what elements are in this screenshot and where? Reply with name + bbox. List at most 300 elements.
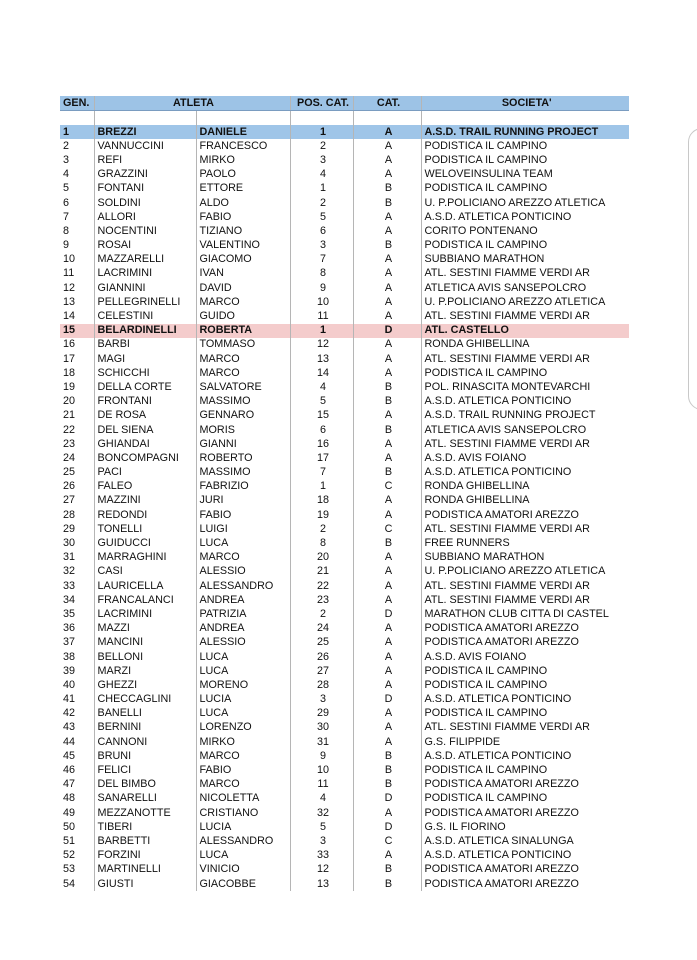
table-row [60, 210, 629, 224]
category-cell: C [353, 522, 421, 536]
table-row [60, 536, 629, 550]
club-cell: PODISTICA IL CAMPINO [421, 139, 629, 153]
pos-cat-cell: 4 [290, 792, 353, 806]
table-row [60, 806, 629, 820]
gen-cell: 19 [63, 380, 76, 393]
name-cell: GENNARO [196, 409, 290, 423]
table-row [60, 281, 629, 295]
table-row [60, 721, 629, 735]
surname-cell: MEZZANOTTE [94, 806, 196, 820]
category-cell: A [353, 636, 421, 650]
pos-cat-cell: 10 [290, 295, 353, 309]
pos-cat-cell: 24 [290, 622, 353, 636]
gen-cell: 46 [63, 764, 76, 777]
club-cell: A.S.D. ATLETICA PONTICINO [421, 849, 629, 863]
category-cell: A [353, 125, 421, 139]
category-cell: A [353, 707, 421, 721]
name-cell: LUCA [196, 536, 290, 550]
surname-cell: FALEO [94, 480, 196, 494]
category-cell: B [353, 863, 421, 877]
surname-cell: GHEZZI [94, 678, 196, 692]
name-cell: DANIELE [196, 125, 290, 139]
club-cell: PODISTICA AMATORI AREZZO [421, 622, 629, 636]
name-cell: GIACOBBE [196, 877, 290, 891]
category-cell: B [353, 423, 421, 437]
pos-cat-cell: 9 [290, 749, 353, 763]
surname-cell: BARBETTI [94, 834, 196, 848]
club-cell: PODISTICA AMATORI AREZZO [421, 636, 629, 650]
club-cell: PODISTICA AMATORI AREZZO [421, 778, 629, 792]
club-cell: ATL. SESTINI FIAMME VERDI AR [421, 721, 629, 735]
surname-cell: MANCINI [94, 636, 196, 650]
table-row [60, 579, 629, 593]
surname-cell: FONTANI [94, 182, 196, 196]
gen-cell: 12 [63, 281, 76, 294]
pos-cat-cell: 3 [290, 834, 353, 848]
category-cell: A [353, 224, 421, 238]
gen-cell: 22 [63, 423, 76, 436]
surname-cell: ROSAI [94, 239, 196, 253]
gen-cell: 44 [63, 735, 76, 748]
club-cell: SUBBIANO MARATHON [421, 551, 629, 565]
header-gen: GEN. [60, 96, 94, 111]
results-table [60, 96, 629, 891]
name-cell: MORENO [196, 678, 290, 692]
table-row [60, 324, 629, 338]
gen-cell: 29 [63, 522, 76, 535]
pos-cat-cell: 10 [290, 763, 353, 777]
surname-cell: GIANNINI [94, 281, 196, 295]
gen-cell: 5 [63, 182, 70, 195]
club-cell: PODISTICA IL CAMPINO [421, 792, 629, 806]
name-cell: JURI [196, 494, 290, 508]
table-row [60, 139, 629, 153]
table-row [60, 792, 629, 806]
surname-cell: PELLEGRINELLI [94, 295, 196, 309]
category-cell: B [353, 182, 421, 196]
gen-cell: 36 [63, 622, 76, 635]
name-cell: MORIS [196, 423, 290, 437]
gen-cell: 1 [60, 125, 94, 139]
surname-cell: DE ROSA [94, 409, 196, 423]
name-cell: MASSIMO [196, 395, 290, 409]
table-row [60, 125, 629, 139]
pos-cat-cell: 20 [290, 551, 353, 565]
table-row [60, 380, 629, 394]
pos-cat-cell: 13 [290, 352, 353, 366]
club-cell: POL. RINASCITA MONTEVARCHI [421, 380, 629, 394]
table-row [60, 551, 629, 565]
name-cell: GUIDO [196, 309, 290, 323]
club-cell: CORITO PONTENANO [421, 224, 629, 238]
name-cell: FABIO [196, 763, 290, 777]
header-row [60, 96, 629, 111]
table-row [60, 622, 629, 636]
club-cell: U. P.POLICIANO AREZZO ATLETICA [421, 196, 629, 210]
club-cell: A.S.D. ATLETICA PONTICINO [421, 749, 629, 763]
club-cell: A.S.D. AVIS FOIANO [421, 451, 629, 465]
category-cell: B [353, 196, 421, 210]
category-cell: C [353, 480, 421, 494]
surname-cell: TIBERI [94, 820, 196, 834]
surname-cell: MARRAGHINI [94, 551, 196, 565]
table-row [60, 295, 629, 309]
surname-cell: BELLONI [94, 650, 196, 664]
surname-cell: FRONTANI [94, 395, 196, 409]
gen-cell: 11 [63, 267, 75, 280]
gen-cell: 26 [63, 480, 76, 493]
table-row [60, 508, 629, 522]
surname-cell: TONELLI [94, 522, 196, 536]
gen-cell: 47 [63, 778, 76, 791]
table-row [60, 849, 629, 863]
surname-cell: MAZZINI [94, 494, 196, 508]
pos-cat-cell: 19 [290, 508, 353, 522]
table-row [60, 763, 629, 777]
name-cell: CRISTIANO [196, 806, 290, 820]
category-cell: A [353, 551, 421, 565]
category-cell: A [353, 309, 421, 323]
table-row [60, 607, 629, 621]
category-cell: A [353, 437, 421, 451]
surname-cell: BARBI [94, 338, 196, 352]
pos-cat-cell: 16 [290, 437, 353, 451]
surname-cell: GUIDUCCI [94, 536, 196, 550]
category-cell: A [353, 338, 421, 352]
table-row [60, 168, 629, 182]
category-cell: B [353, 877, 421, 891]
surname-cell: DEL BIMBO [94, 778, 196, 792]
pos-cat-cell: 22 [290, 579, 353, 593]
gen-cell: 34 [63, 593, 76, 606]
pos-cat-cell: 17 [290, 451, 353, 465]
category-cell: B [353, 466, 421, 480]
name-cell: MIRKO [196, 735, 290, 749]
surname-cell: MAZZARELLI [94, 253, 196, 267]
name-cell: PAOLO [196, 168, 290, 182]
club-cell: PODISTICA IL CAMPINO [421, 664, 629, 678]
club-cell: A.S.D. TRAIL RUNNING PROJECT [421, 125, 629, 139]
table-row [60, 224, 629, 238]
gen-cell: 37 [63, 636, 76, 649]
name-cell: TIZIANO [196, 224, 290, 238]
pos-cat-cell: 12 [290, 863, 353, 877]
gen-cell: 24 [63, 451, 76, 464]
surname-cell: FORZINI [94, 849, 196, 863]
surname-cell: MAGI [94, 352, 196, 366]
pos-cat-cell: 2 [290, 196, 353, 210]
club-cell: RONDA GHIBELLINA [421, 494, 629, 508]
surname-cell: BRUNI [94, 749, 196, 763]
name-cell: FABIO [196, 210, 290, 224]
pos-cat-cell: 3 [290, 693, 353, 707]
pos-cat-cell: 30 [290, 721, 353, 735]
gen-cell: 8 [63, 224, 70, 237]
gen-cell: 41 [63, 693, 76, 706]
club-cell: ATL. SESTINI FIAMME VERDI AR [421, 593, 629, 607]
category-cell: A [353, 735, 421, 749]
pos-cat-cell: 7 [290, 466, 353, 480]
name-cell: LUCIA [196, 820, 290, 834]
surname-cell: CASI [94, 565, 196, 579]
club-cell: G.S. FILIPPIDE [421, 735, 629, 749]
pos-cat-cell: 11 [290, 778, 353, 792]
pos-cat-cell: 3 [290, 239, 353, 253]
table-row [60, 253, 629, 267]
category-cell: A [353, 366, 421, 380]
name-cell: LUIGI [196, 522, 290, 536]
table-row [60, 267, 629, 281]
table-row [60, 707, 629, 721]
name-cell: LUCA [196, 707, 290, 721]
surname-cell: LACRIMINI [94, 267, 196, 281]
pos-cat-cell: 4 [290, 168, 353, 182]
gen-cell: 15 [60, 324, 94, 338]
club-cell: A.S.D. ATLETICA PONTICINO [421, 466, 629, 480]
category-cell: A [353, 295, 421, 309]
surname-cell: SCHICCHI [94, 366, 196, 380]
pos-cat-cell: 2 [290, 607, 353, 621]
surname-cell: LAURICELLA [94, 579, 196, 593]
name-cell: MARCO [196, 749, 290, 763]
gen-cell: 33 [63, 579, 76, 592]
name-cell: VALENTINO [196, 239, 290, 253]
name-cell: MARCO [196, 295, 290, 309]
category-cell: B [353, 536, 421, 550]
club-cell: U. P.POLICIANO AREZZO ATLETICA [421, 295, 629, 309]
category-cell: B [353, 380, 421, 394]
surname-cell: PACI [94, 466, 196, 480]
name-cell: FABIO [196, 508, 290, 522]
pos-cat-cell: 32 [290, 806, 353, 820]
table-row [60, 395, 629, 409]
table-row [60, 650, 629, 664]
gen-cell: 31 [63, 551, 76, 564]
club-cell: PODISTICA IL CAMPINO [421, 239, 629, 253]
club-cell: SUBBIANO MARATHON [421, 253, 629, 267]
category-cell: A [353, 664, 421, 678]
surname-cell: DELLA CORTE [94, 380, 196, 394]
pos-cat-cell: 5 [290, 210, 353, 224]
club-cell: PODISTICA AMATORI AREZZO [421, 863, 629, 877]
club-cell: A.S.D. ATLETICA PONTICINO [421, 210, 629, 224]
category-cell: A [353, 253, 421, 267]
category-cell: A [353, 579, 421, 593]
pos-cat-cell: 1 [290, 182, 353, 196]
name-cell: MARCO [196, 551, 290, 565]
table-row [60, 749, 629, 763]
pos-cat-cell: 1 [290, 324, 353, 338]
surname-cell: MARZI [94, 664, 196, 678]
name-cell: MARCO [196, 352, 290, 366]
table-row [60, 196, 629, 210]
gen-cell: 53 [63, 863, 76, 876]
table-row [60, 522, 629, 536]
gen-cell: 51 [63, 834, 76, 847]
pos-cat-cell: 6 [290, 224, 353, 238]
name-cell: GIACOMO [196, 253, 290, 267]
pos-cat-cell: 31 [290, 735, 353, 749]
name-cell: IVAN [196, 267, 290, 281]
club-cell: MARATHON CLUB CITTA DI CASTEL [421, 607, 629, 621]
club-cell: ATL. SESTINI FIAMME VERDI AR [421, 309, 629, 323]
gen-cell: 9 [63, 239, 70, 252]
pos-cat-cell: 18 [290, 494, 353, 508]
club-cell: WELOVEINSULINA TEAM [421, 168, 629, 182]
table-row [60, 309, 629, 323]
club-cell: G.S. IL FIORINO [421, 820, 629, 834]
table-row [60, 409, 629, 423]
club-cell: PODISTICA IL CAMPINO [421, 182, 629, 196]
category-cell: A [353, 409, 421, 423]
pos-cat-cell: 21 [290, 565, 353, 579]
name-cell: MIRKO [196, 153, 290, 167]
pos-cat-cell: 25 [290, 636, 353, 650]
name-cell: TOMMASO [196, 338, 290, 352]
club-cell: RONDA GHIBELLINA [421, 338, 629, 352]
table-row [60, 451, 629, 465]
gen-cell: 25 [63, 466, 76, 479]
club-cell: FREE RUNNERS [421, 536, 629, 550]
name-cell: ETTORE [196, 182, 290, 196]
pos-cat-cell: 7 [290, 253, 353, 267]
club-cell: A.S.D. TRAIL RUNNING PROJECT [421, 409, 629, 423]
gen-cell: 16 [63, 338, 76, 351]
club-cell: ATL. SESTINI FIAMME VERDI AR [421, 579, 629, 593]
gen-cell: 10 [63, 253, 76, 266]
gen-cell: 4 [63, 168, 70, 181]
gen-cell: 28 [63, 508, 76, 521]
gen-cell: 7 [63, 210, 70, 223]
surname-cell: MARTINELLI [94, 863, 196, 877]
table-row [60, 182, 629, 196]
club-cell: ATL. SESTINI FIAMME VERDI AR [421, 437, 629, 451]
surname-cell: NOCENTINI [94, 224, 196, 238]
name-cell: ANDREA [196, 622, 290, 636]
club-cell: ATLETICA AVIS SANSEPOLCRO [421, 423, 629, 437]
surname-cell: GRAZZINI [94, 168, 196, 182]
surname-cell: REDONDI [94, 508, 196, 522]
name-cell: ALESSIO [196, 565, 290, 579]
pos-cat-cell: 8 [290, 536, 353, 550]
category-cell: B [353, 778, 421, 792]
club-cell: ATL. SESTINI FIAMME VERDI AR [421, 522, 629, 536]
surname-cell: GIUSTI [94, 877, 196, 891]
name-cell: ROBERTO [196, 451, 290, 465]
pos-cat-cell: 33 [290, 849, 353, 863]
category-cell: B [353, 763, 421, 777]
category-cell: A [353, 849, 421, 863]
category-cell: A [353, 139, 421, 153]
club-cell: ATL. SESTINI FIAMME VERDI AR [421, 267, 629, 281]
gen-cell: 45 [63, 749, 76, 762]
category-cell: A [353, 494, 421, 508]
category-cell: C [353, 834, 421, 848]
category-cell: A [353, 622, 421, 636]
gen-cell: 17 [63, 352, 76, 365]
category-cell: B [353, 239, 421, 253]
table-row [60, 494, 629, 508]
pos-cat-cell: 23 [290, 593, 353, 607]
table-row [60, 778, 629, 792]
category-cell: A [353, 593, 421, 607]
surname-cell: LACRIMINI [94, 607, 196, 621]
category-cell: A [353, 267, 421, 281]
gen-cell: 30 [63, 537, 76, 550]
category-cell: A [353, 168, 421, 182]
name-cell: VINICIO [196, 863, 290, 877]
name-cell: ALESSANDRO [196, 579, 290, 593]
category-cell: A [353, 451, 421, 465]
category-cell: A [353, 210, 421, 224]
category-cell: D [353, 693, 421, 707]
club-cell: A.S.D. AVIS FOIANO [421, 650, 629, 664]
name-cell: GIANNI [196, 437, 290, 451]
club-cell: ATLETICA AVIS SANSEPOLCRO [421, 281, 629, 295]
gen-cell: 50 [63, 820, 76, 833]
category-cell: A [353, 806, 421, 820]
table-row [60, 153, 629, 167]
pos-cat-cell: 14 [290, 366, 353, 380]
table-row [60, 877, 629, 891]
table-row [60, 693, 629, 707]
pos-cat-cell: 29 [290, 707, 353, 721]
club-cell: A.S.D. ATLETICA PONTICINO [421, 693, 629, 707]
pos-cat-cell: 12 [290, 338, 353, 352]
category-cell: A [353, 352, 421, 366]
pos-cat-cell: 3 [290, 153, 353, 167]
surname-cell: REFI [94, 153, 196, 167]
pos-cat-cell: 28 [290, 678, 353, 692]
name-cell: MARCO [196, 366, 290, 380]
gen-cell: 6 [63, 196, 70, 209]
surname-cell: FELICI [94, 763, 196, 777]
category-cell: D [353, 324, 421, 338]
name-cell: ALDO [196, 196, 290, 210]
gen-cell: 35 [63, 607, 76, 620]
pos-cat-cell: 13 [290, 877, 353, 891]
table-row [60, 820, 629, 834]
surname-cell: CELESTINI [94, 309, 196, 323]
gen-cell: 40 [63, 678, 76, 691]
surname-cell: SANARELLI [94, 792, 196, 806]
gen-cell: 48 [63, 792, 76, 805]
name-cell: LUCA [196, 849, 290, 863]
pos-cat-cell: 6 [290, 423, 353, 437]
club-cell: ATL. CASTELLO [421, 324, 629, 338]
surname-cell: BREZZI [94, 125, 196, 139]
pos-cat-cell: 15 [290, 409, 353, 423]
name-cell: FABRIZIO [196, 480, 290, 494]
header-atleta: ATLETA [94, 96, 290, 111]
club-cell: PODISTICA IL CAMPINO [421, 366, 629, 380]
club-cell: A.S.D. ATLETICA PONTICINO [421, 395, 629, 409]
gen-cell: 3 [63, 153, 70, 166]
club-cell: PODISTICA IL CAMPINO [421, 678, 629, 692]
pos-cat-cell: 1 [290, 125, 353, 139]
surname-cell: BONCOMPAGNI [94, 451, 196, 465]
surname-cell: MAZZI [94, 622, 196, 636]
name-cell: FRANCESCO [196, 139, 290, 153]
name-cell: LORENZO [196, 721, 290, 735]
gen-cell: 43 [63, 721, 76, 734]
category-cell: B [353, 749, 421, 763]
page-edge-curl [688, 128, 697, 410]
table-row [60, 636, 629, 650]
category-cell: A [353, 650, 421, 664]
pos-cat-cell: 5 [290, 820, 353, 834]
header-societa: SOCIETA' [421, 96, 629, 111]
